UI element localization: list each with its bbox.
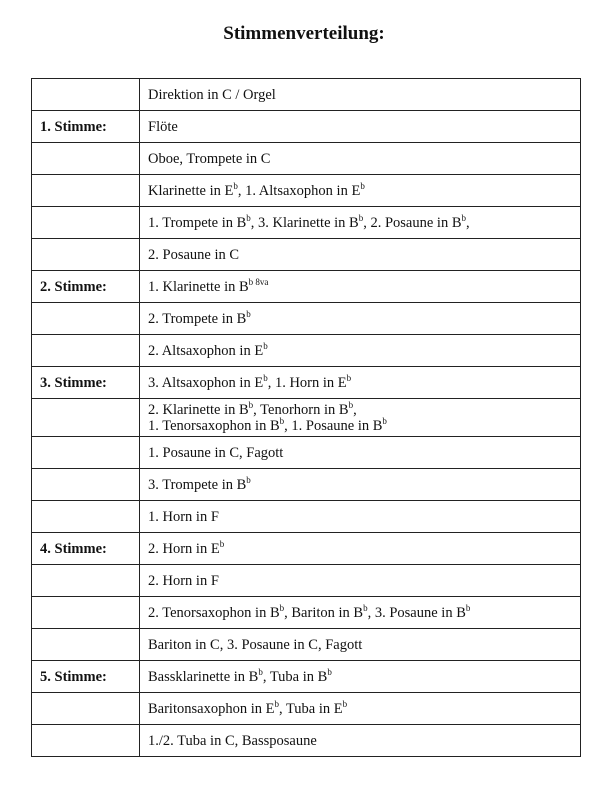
part-text: , 3. Klarinette in B <box>250 214 359 231</box>
transposition-superscript: b <box>263 340 268 351</box>
instrument-parts-cell <box>140 143 581 175</box>
table-row <box>32 661 581 693</box>
transposition-superscript: b <box>246 308 251 319</box>
voice-label-cell <box>32 207 140 239</box>
instrument-parts-cell <box>140 175 581 207</box>
instrument-parts-cell <box>140 597 581 629</box>
transposition-superscript: b <box>358 212 364 223</box>
part-line <box>148 698 572 717</box>
part-text: Bassklarinette in B <box>148 668 259 685</box>
part-line <box>148 666 572 685</box>
voice-label-cell <box>32 693 140 725</box>
table-row <box>32 335 581 367</box>
transposition-superscript: b <box>346 372 352 383</box>
part-line <box>148 573 572 589</box>
part-text: 1./2. Tuba in C, Bassposaune <box>148 732 317 749</box>
transposition-superscript: b <box>342 698 348 709</box>
instrument-parts-cell <box>140 693 581 725</box>
part-text: 1. Horn in F <box>148 508 219 525</box>
table-row <box>32 469 581 501</box>
voice-label-cell: 3. Stimme: <box>32 367 140 399</box>
voice-label-cell: 1. Stimme: <box>32 111 140 143</box>
part-text: Direktion in C / Orgel <box>148 86 276 103</box>
table-row <box>32 175 581 207</box>
instrument-parts-cell <box>140 437 581 469</box>
transposition-superscript: b <box>219 538 225 549</box>
document-title: Stimmenverteilung: <box>223 23 385 44</box>
table-row <box>32 533 581 565</box>
table-row <box>32 239 581 271</box>
voice-label-cell <box>32 469 140 501</box>
part-text: 3. Altsaxophon in E <box>148 374 264 391</box>
table-row <box>32 303 581 335</box>
table-row <box>32 501 581 533</box>
transposition-superscript: b <box>348 399 354 410</box>
instrument-parts-cell <box>140 79 581 111</box>
instrument-parts-cell <box>140 661 581 693</box>
transposition-superscript: b <box>246 474 251 485</box>
voice-label-cell <box>32 629 140 661</box>
transposition-superscript: b <box>258 666 263 677</box>
part-line <box>148 308 572 327</box>
table-row <box>32 399 581 437</box>
voice-label-cell <box>32 437 140 469</box>
instrument-parts-cell <box>140 533 581 565</box>
part-text: 2. Posaune in C <box>148 246 240 263</box>
part-text: 1. Posaune in C, Fagott <box>148 444 284 461</box>
voice-label-cell <box>32 79 140 111</box>
part-text: , Tenorhorn in B <box>253 401 349 418</box>
part-line <box>148 445 572 461</box>
transposition-superscript: b <box>327 666 332 677</box>
voice-label-cell <box>32 399 140 437</box>
instrument-parts-cell <box>140 303 581 335</box>
table-row <box>32 437 581 469</box>
instrument-parts-cell <box>140 271 581 303</box>
part-text: , 2. Posaune in B <box>363 214 462 231</box>
part-text: 2. Klarinette in B <box>148 401 249 418</box>
table-row <box>32 693 581 725</box>
part-text: , <box>353 401 357 418</box>
table-row <box>32 271 581 303</box>
transposition-superscript: b <box>263 372 268 383</box>
instrument-parts-cell <box>140 469 581 501</box>
voice-label-cell <box>32 597 140 629</box>
transposition-superscript: b <box>360 180 365 191</box>
transposition-superscript: b <box>274 698 279 709</box>
table-row <box>32 597 581 629</box>
table-row <box>32 143 581 175</box>
voice-label-cell <box>32 335 140 367</box>
part-line <box>148 151 572 167</box>
part-text: , Tuba in B <box>262 668 328 685</box>
instrument-parts-cell <box>140 111 581 143</box>
instrument-parts-cell <box>140 399 581 437</box>
part-line <box>148 509 572 525</box>
part-text: Bariton in C, 3. Posaune in C, Fagott <box>148 636 363 653</box>
transposition-superscript: b <box>465 602 471 613</box>
table-row <box>32 111 581 143</box>
part-line <box>148 119 572 135</box>
part-text: , 3. Posaune in B <box>367 604 466 621</box>
table-row <box>32 367 581 399</box>
part-text: 2. Horn in F <box>148 572 219 589</box>
voice-label-cell <box>32 565 140 597</box>
part-text: , <box>466 214 470 231</box>
voice-label-cell <box>32 143 140 175</box>
transposition-superscript: b <box>279 602 285 613</box>
voice-label-cell <box>32 175 140 207</box>
part-line <box>148 180 572 199</box>
transposition-superscript: b <box>233 180 238 191</box>
voice-label-cell <box>32 239 140 271</box>
part-text: Baritonsaxophon in E <box>148 700 275 717</box>
part-text: 2. Trompete in B <box>148 310 247 327</box>
table-body <box>32 79 581 757</box>
table-row <box>32 565 581 597</box>
part-distribution-table <box>31 78 581 757</box>
part-line <box>148 637 572 653</box>
table-row <box>32 629 581 661</box>
part-line <box>148 247 572 263</box>
part-text: 2. Tenorsaxophon in B <box>148 604 280 621</box>
part-text: , Bariton in B <box>284 604 364 621</box>
instrument-parts-cell <box>140 207 581 239</box>
voice-label-cell <box>32 725 140 757</box>
table-row <box>32 725 581 757</box>
table-row <box>32 207 581 239</box>
part-line <box>148 87 572 103</box>
part-line <box>148 415 572 434</box>
transposition-superscript: b <box>363 602 368 613</box>
voice-label-cell: 2. Stimme: <box>32 271 140 303</box>
part-line <box>148 276 572 295</box>
voice-label-cell <box>32 303 140 335</box>
part-text: 1. Tenorsaxophon in B <box>148 417 280 434</box>
part-line <box>148 538 572 557</box>
instrument-parts-cell <box>140 501 581 533</box>
part-text: , 1. Horn in E <box>267 374 347 391</box>
transposition-superscript: b <box>461 212 466 223</box>
table-row <box>32 79 581 111</box>
part-text: , Tuba in E <box>278 700 343 717</box>
part-line <box>148 372 572 391</box>
voice-label-cell: 5. Stimme: <box>32 661 140 693</box>
part-text: 1. Klarinette in B <box>148 278 249 295</box>
transposition-superscript: b <box>246 212 251 223</box>
instrument-parts-cell <box>140 629 581 661</box>
part-text: 2. Horn in E <box>148 540 220 557</box>
instrument-parts-cell <box>140 565 581 597</box>
part-text: Flöte <box>148 118 178 135</box>
part-text: 1. Trompete in B <box>148 214 247 231</box>
part-line <box>148 474 572 493</box>
voice-label-cell <box>32 501 140 533</box>
instrument-parts-cell <box>140 367 581 399</box>
part-line <box>148 212 572 231</box>
part-text: Oboe, Trompete in C <box>148 150 271 167</box>
part-text: Klarinette in E <box>148 182 234 199</box>
instrument-parts-cell <box>140 725 581 757</box>
part-line <box>148 340 572 359</box>
instrument-parts-cell <box>140 335 581 367</box>
voice-label-cell: 4. Stimme: <box>32 533 140 565</box>
transposition-superscript: b <box>248 399 254 410</box>
instrument-parts-cell <box>140 239 581 271</box>
part-text: 2. Altsaxophon in E <box>148 342 264 359</box>
part-text: , 1. Posaune in B <box>284 417 383 434</box>
part-text: 3. Trompete in B <box>148 476 247 493</box>
part-text: , 1. Altsaxophon in E <box>237 182 361 199</box>
transposition-superscript: b 8va <box>248 276 269 287</box>
part-line <box>148 399 572 418</box>
part-line <box>148 602 572 621</box>
part-line <box>148 733 572 749</box>
transposition-superscript: b <box>382 415 387 426</box>
transposition-superscript: b <box>279 415 285 426</box>
